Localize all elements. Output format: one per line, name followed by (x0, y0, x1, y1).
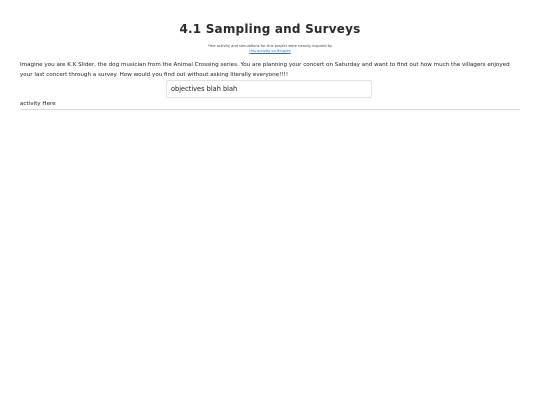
objectives-text: objectives blah blah (171, 85, 238, 93)
credit-note (0, 44, 540, 54)
credit-link[interactable]: this activity on Bing/ed (249, 49, 291, 53)
credit-text: *the activity and simulations for this project were heavily inspired by (207, 44, 333, 48)
activity-heading: activity Here (20, 101, 56, 107)
page-title: 4.1 Sampling and Surveys (179, 22, 361, 36)
divider (20, 109, 520, 110)
intro-paragraph: Imagine you are K.K Slider, the dog musician from the Animal Crossing series. You are planning your concert on Saturday and want to find out how much the villagers enjoyed your last concert through a survey. How would you find out without asking literally everyone!!!! (20, 62, 510, 78)
objectives-box (166, 80, 372, 98)
